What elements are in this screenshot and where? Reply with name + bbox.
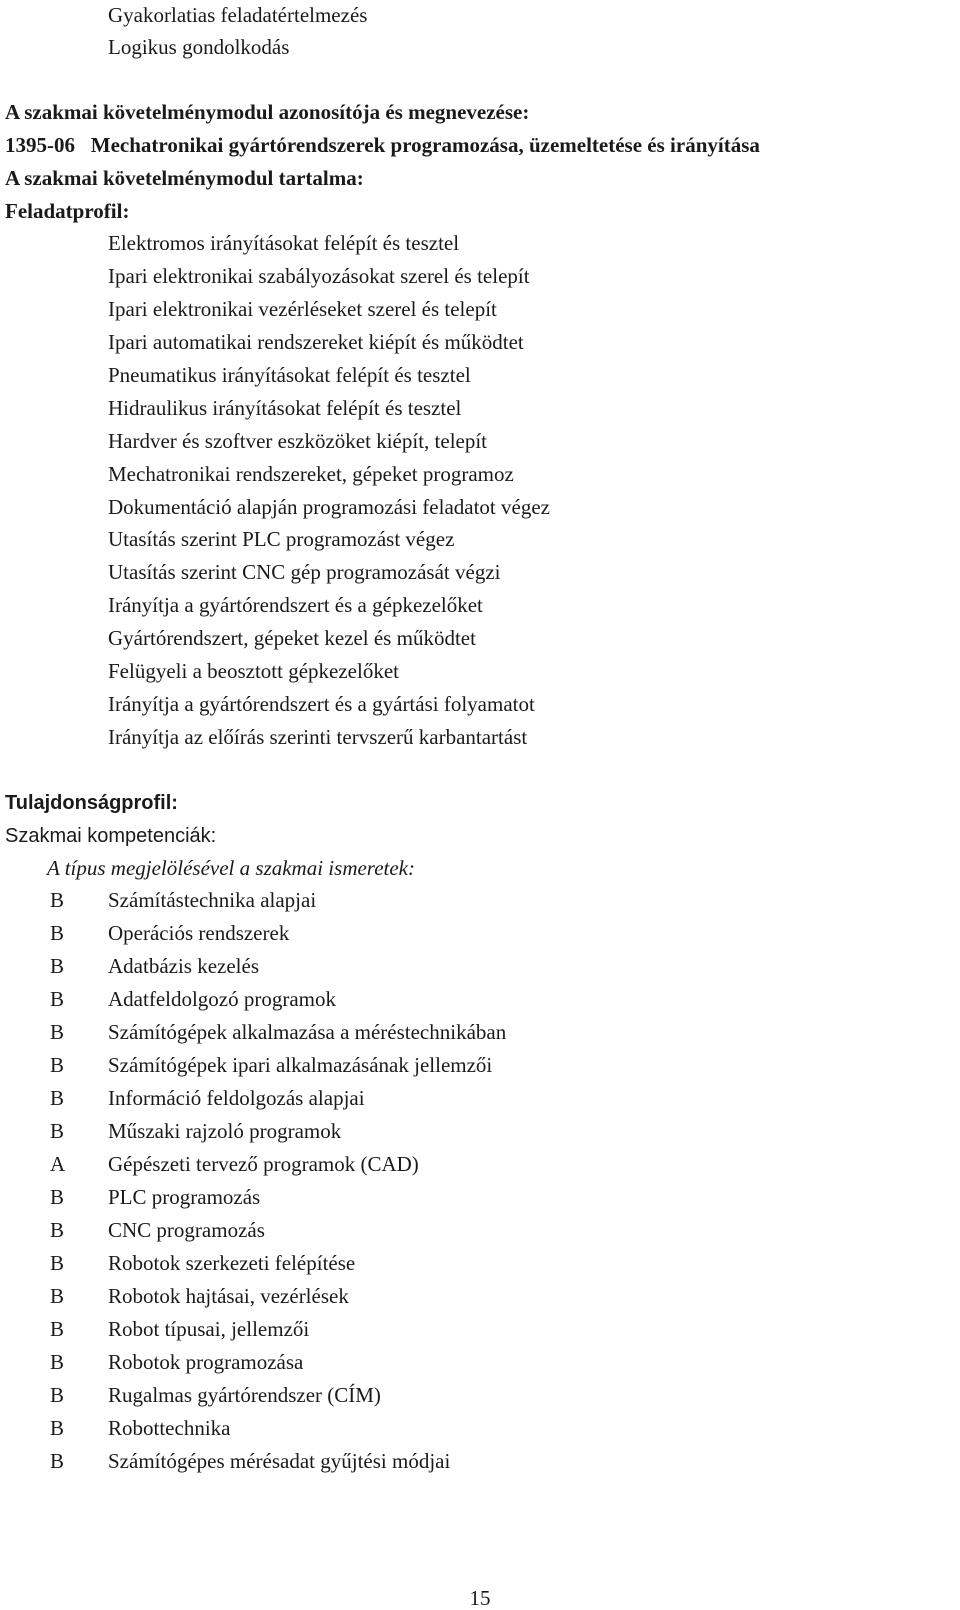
- knowledge-grade: B: [50, 888, 65, 912]
- knowledge-grade: B: [50, 1086, 65, 1110]
- property-profile-heading: Tulajdonságprofil:: [5, 792, 178, 814]
- knowledge-text: Adatbázis kezelés: [108, 954, 260, 978]
- knowledge-grade: B: [50, 1251, 65, 1275]
- task-profile-item: Irányítja az előírás szerinti tervszerű karbantartást: [108, 725, 528, 749]
- task-profile-item: Hidraulikus irányításokat felépít és tesztel: [108, 396, 462, 420]
- knowledge-text: Robot típusai, jellemzői: [108, 1317, 310, 1341]
- task-profile-item: Irányítja a gyártórendszert és a gépkezelőket: [108, 593, 483, 617]
- knowledge-text: Gépészeti tervező programok (CAD): [108, 1152, 419, 1176]
- knowledge-grade: B: [50, 1350, 65, 1374]
- knowledge-grade: B: [50, 921, 65, 945]
- task-profile-item: Felügyeli a beosztott gépkezelőket: [108, 659, 399, 683]
- competence-label: Szakmai kompetenciák:: [5, 825, 217, 847]
- knowledge-text: Adatfeldolgozó programok: [108, 987, 337, 1011]
- task-profile-item: Hardver és szoftver eszközöket kiépít, telepít: [108, 429, 488, 453]
- module-id-heading: A szakmai követelménymodul azonosítója és megnevezése:: [5, 100, 530, 124]
- task-profile-item: Ipari automatikai rendszereket kiépít és működtet: [108, 330, 524, 354]
- knowledge-grade: B: [50, 1185, 65, 1209]
- task-profile-heading: Feladatprofil:: [5, 199, 130, 223]
- knowledge-text: Információ feldolgozás alapjai: [108, 1086, 365, 1110]
- task-profile-item: Utasítás szerint CNC gép programozását végzi: [108, 560, 501, 584]
- intro-line: Logikus gondolkodás: [108, 35, 290, 59]
- knowledge-grade: B: [50, 1416, 65, 1440]
- knowledge-text: Számítógépes mérésadat gyűjtési módjai: [108, 1449, 451, 1473]
- knowledge-heading: A típus megjelölésével a szakmai ismeretek:: [47, 856, 415, 880]
- task-profile-item: Dokumentáció alapján programozási feladatot végez: [108, 495, 550, 519]
- knowledge-grade: B: [50, 1218, 65, 1242]
- task-profile-item: Elektromos irányításokat felépít és tesztel: [108, 231, 460, 255]
- task-profile-item: Gyártórendszert, gépeket kezel és működtet: [108, 626, 476, 650]
- knowledge-text: Robotok szerkezeti felépítése: [108, 1251, 356, 1275]
- knowledge-text: Műszaki rajzoló programok: [108, 1119, 342, 1143]
- knowledge-grade: B: [50, 954, 65, 978]
- task-profile-item: Utasítás szerint PLC programozást végez: [108, 527, 455, 551]
- knowledge-grade: B: [50, 1020, 65, 1044]
- knowledge-grade: B: [50, 987, 65, 1011]
- knowledge-grade: B: [50, 1383, 65, 1407]
- knowledge-text: Robottechnika: [108, 1416, 231, 1440]
- knowledge-text: Számítógépek ipari alkalmazásának jellemzői: [108, 1053, 493, 1077]
- knowledge-grade: B: [50, 1053, 65, 1077]
- knowledge-text: Számítástechnika alapjai: [108, 888, 317, 912]
- knowledge-text: CNC programozás: [108, 1218, 265, 1242]
- knowledge-text: Számítógépek alkalmazása a méréstechnikában: [108, 1020, 507, 1044]
- task-profile-item: Mechatronikai rendszereket, gépeket programoz: [108, 462, 514, 486]
- knowledge-grade: B: [50, 1284, 65, 1308]
- task-profile-item: Ipari elektronikai szabályozásokat szerel és telepít: [108, 264, 530, 288]
- intro-line: Gyakorlatias feladatértelmezés: [108, 3, 368, 27]
- knowledge-grade: B: [50, 1449, 65, 1473]
- task-profile-item: Irányítja a gyártórendszert és a gyártási folyamatot: [108, 692, 535, 716]
- knowledge-grade: A: [50, 1152, 66, 1176]
- task-profile-item: Ipari elektronikai vezérléseket szerel és telepít: [108, 297, 497, 321]
- knowledge-grade: B: [50, 1119, 65, 1143]
- knowledge-text: Robotok hajtásai, vezérlések: [108, 1284, 349, 1308]
- task-profile-item: Pneumatikus irányításokat felépít és tesztel: [108, 363, 471, 387]
- knowledge-text: PLC programozás: [108, 1185, 261, 1209]
- knowledge-text: Rugalmas gyártórendszer (CÍM): [108, 1383, 381, 1407]
- page-number: 15: [469, 1586, 491, 1610]
- module-content-heading: A szakmai követelménymodul tartalma:: [5, 166, 364, 190]
- module-id-line: 1395-06 Mechatronikai gyártórendszerek programozása, üzemeltetése és irányítása: [5, 133, 760, 157]
- knowledge-text: Operációs rendszerek: [108, 921, 290, 945]
- knowledge-text: Robotok programozása: [108, 1350, 304, 1374]
- knowledge-grade: B: [50, 1317, 65, 1341]
